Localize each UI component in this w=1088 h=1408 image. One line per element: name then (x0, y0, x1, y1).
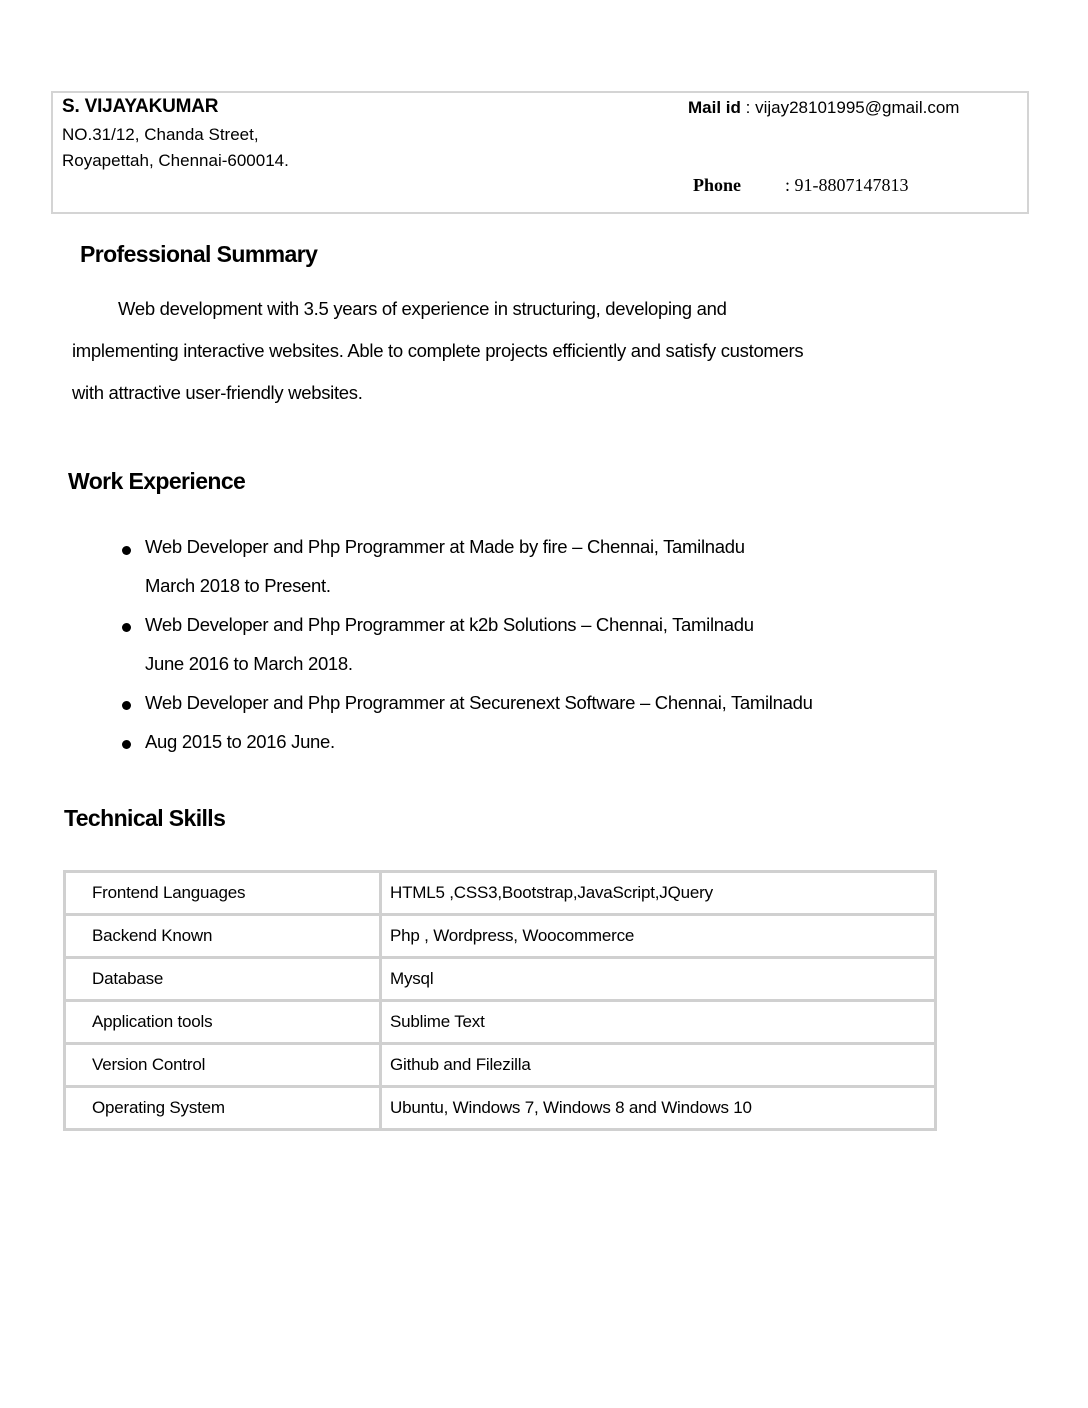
address-line-1: NO.31/12, Chanda Street, (62, 125, 259, 144)
work-item-title: Aug 2015 to 2016 June. (145, 731, 335, 752)
skill-value: Github and Filezilla (381, 1044, 936, 1087)
work-item-title: Web Developer and Php Programmer at k2b Solutions – Chennai, Tamilnadu (145, 614, 754, 635)
mail-row (688, 98, 959, 118)
phone-label: Phone (693, 175, 742, 195)
phone-value: : 91-8807147813 (785, 175, 909, 195)
skills-table (63, 870, 937, 1131)
skill-category: Operating System (65, 1087, 381, 1130)
work-heading: Work Experience (68, 468, 246, 494)
candidate-name: S. VIJAYAKUMAR (62, 96, 219, 117)
work-item-title: Web Developer and Php Programmer at Securenext Software – Chennai, Tamilnadu (145, 692, 813, 713)
mail-label: Mail id (688, 98, 741, 117)
address-line-2: Royapettah, Chennai-600014. (62, 151, 289, 170)
summary-heading: Professional Summary (80, 241, 318, 267)
bullet-icon (122, 546, 131, 555)
skill-category: Frontend Languages (65, 872, 381, 915)
skill-category: Backend Known (65, 915, 381, 958)
skill-value: Php , Wordpress, Woocommerce (381, 915, 936, 958)
table-row (65, 915, 936, 958)
skill-value: Ubuntu, Windows 7, Windows 8 and Windows 10 (381, 1087, 936, 1130)
summary-line: Web development with 3.5 years of experience in structuring, developing and (118, 298, 727, 319)
bullet-icon (122, 740, 131, 749)
skill-category: Database (65, 958, 381, 1001)
summary-line: with attractive user-friendly websites. (72, 382, 363, 403)
skill-value: Sublime Text (381, 1001, 936, 1044)
bullet-icon (122, 701, 131, 710)
skill-value: HTML5 ,CSS3,Bootstrap,JavaScript,JQuery (381, 872, 936, 915)
table-row (65, 958, 936, 1001)
summary-line: implementing interactive websites. Able to complete projects efficiently and satisfy customers (72, 340, 804, 361)
phone-row (693, 175, 909, 196)
skill-category: Application tools (65, 1001, 381, 1044)
bullet-icon (122, 623, 131, 632)
skills-heading: Technical Skills (64, 805, 226, 831)
work-item-title: Web Developer and Php Programmer at Made by fire – Chennai, Tamilnadu (145, 536, 745, 557)
table-row (65, 872, 936, 915)
skill-value: Mysql (381, 958, 936, 1001)
work-item-period: June 2016 to March 2018. (145, 653, 353, 674)
table-row (65, 1087, 936, 1130)
skill-category: Version Control (65, 1044, 381, 1087)
table-row (65, 1044, 936, 1087)
table-row (65, 1001, 936, 1044)
work-item-period: March 2018 to Present. (145, 575, 331, 596)
mail-value: : vijay28101995@gmail.com (745, 98, 960, 117)
